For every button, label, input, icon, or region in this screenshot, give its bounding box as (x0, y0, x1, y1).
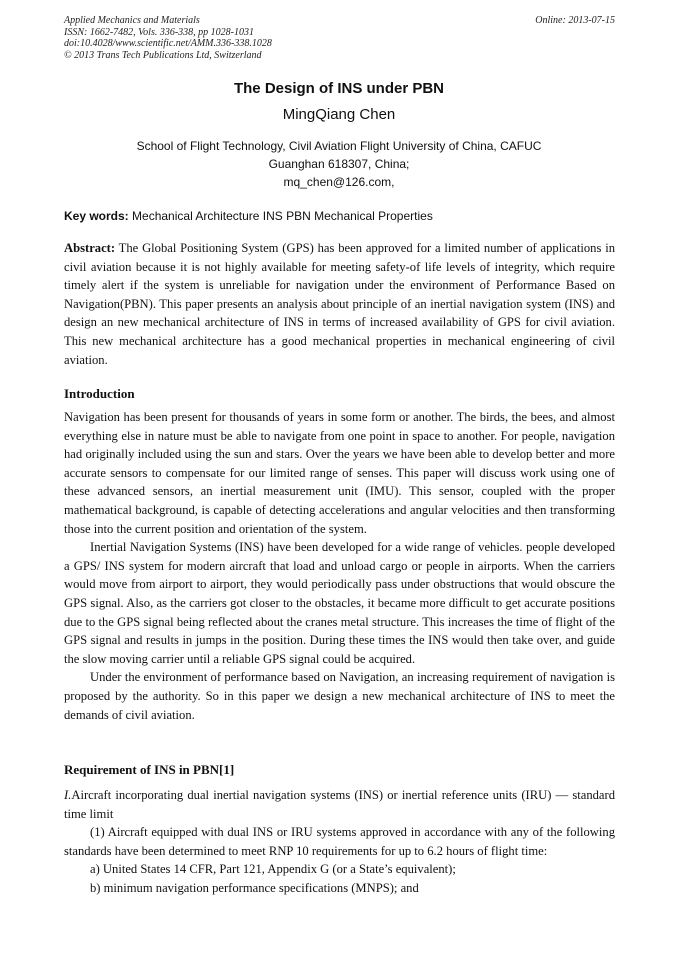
issn-line: ISSN: 1662-7482, Vols. 336-338, pp 1028-1031 (64, 26, 254, 38)
doi-line: doi:10.4028/www.scientific.net/AMM.336-338.1028 (64, 38, 272, 49)
requirement-heading: Requirement of INS in PBN[1] (64, 762, 235, 777)
intro-paragraph-2: Inertial Navigation Systems (INS) have been developed for a wide range of vehicles. people developed a GPS/ INS system for modern aircraft that load and unload cargo or people in airports. When the carriers would move from airport to airport, they would periodically pass under obstructions that would obscure the GPS signal. Also, as the carriers got closer to the obstacles, it became more difficult to get accurate positions due to the GPS signal being reflected about the cranes metal structure. This increases the time of flight of the GPS signal and results in jumps in the position. During these times the INS would then take over, and guide the slow moving carrier until a reliable GPS signal could be acquired. (64, 540, 615, 666)
introduction-section (64, 408, 615, 724)
requirement-list-a: a) United States 14 CFR, Part 121, Appendix G (or a State’s equivalent); (90, 862, 456, 877)
copyright-line: © 2013 Trans Tech Publications Ltd, Switzerland (64, 49, 262, 61)
requirement-item-1 (64, 786, 615, 823)
affiliation (0, 137, 678, 191)
journal-name: Applied Mechanics and Materials (64, 15, 200, 26)
online-date: Online: 2013-07-15 (535, 15, 615, 26)
author-email: mq_chen@126.com, (283, 175, 395, 189)
keywords (64, 209, 615, 223)
introduction-heading: Introduction (64, 386, 135, 401)
requirement-paragraph-1: (1) Aircraft equipped with dual INS or IRU systems approved in accordance with any of the following standards have been determined to meet RNP 10 requirements for up to 6.2 hours of flight time: (64, 825, 615, 858)
requirement-section (64, 786, 615, 898)
requirement-list-b: b) minimum navigation performance specifications (MNPS); and (90, 880, 419, 895)
abstract-text: The Global Positioning System (GPS) has been approved for a limited number of applications in civil aviation because it is not highly available for meeting safety-of life levels of integrity, which require timely alert if the system is unreliable for navigation under the environment of Performance Based on Navigation(PBN). This paper presents an analysis about principle of an inertial navigation system (INS) and design an new mechanical architecture of INS in terms of increased availability of GPS for civil aviation. This new mechanical architecture has a good mechanical properties in mechanical engineering of civil aviation. (64, 241, 615, 367)
keywords-text: Mechanical Architecture INS PBN Mechanical Properties (132, 209, 433, 223)
publication-metadata (64, 15, 615, 61)
affiliation-school: School of Flight Technology, Civil Aviation Flight University of China, CAFUC (136, 139, 542, 153)
intro-paragraph-1: Navigation has been present for thousands of years in some form or another. The birds, the bees, and almost everything else in nature must be able to navigate from one point in space to another. For people, navigation had originally included using the sun and stars. Over the years we have been able to develop better and more accurate sensors to compensate for our limited range of senses. This paper will discuss work using one of these advanced sensors, an inertial measurement unit (IMU). This sensor, coupled with the proper mathematical background, is capable of detecting accelerations and angular velocities and then transforming those into the current position and orientation of the system. (64, 410, 615, 536)
keywords-label: Key words: (64, 209, 129, 223)
affiliation-city: Guanghan 618307, China; (268, 157, 410, 171)
abstract (64, 239, 615, 369)
item-marker: I. (64, 788, 72, 802)
author-name: MingQiang Chen (282, 106, 396, 123)
abstract-label: Abstract: (64, 241, 116, 255)
paper-title: The Design of INS under PBN (233, 80, 444, 97)
item-text: Aircraft incorporating dual inertial navigation systems (INS) or inertial reference units (IRU) — standard time limit (64, 788, 615, 821)
intro-paragraph-3: Under the environment of performance based on Navigation, an increasing requirement of navigation is proposed by the authority. So in this paper we design a new mechanical architecture of INS to meet the demands of civil aviation. (64, 670, 615, 722)
